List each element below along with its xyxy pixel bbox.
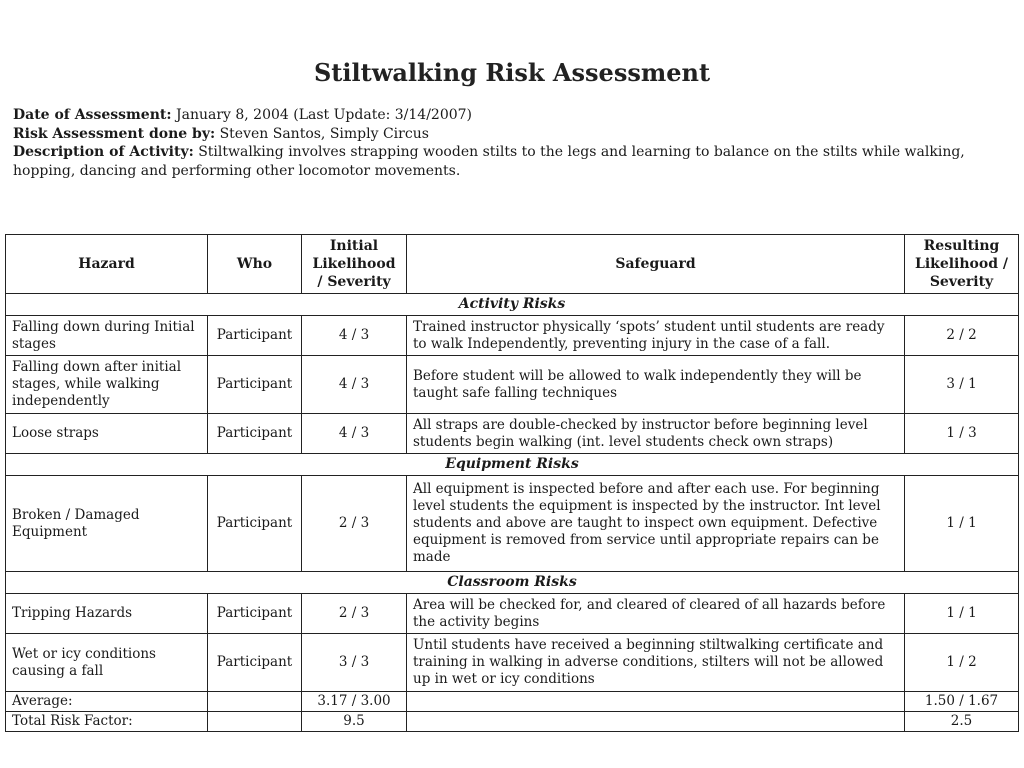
who-cell: Participant (208, 356, 302, 414)
safeguard-cell: Before student will be allowed to walk independently they will be taught safe falling techniques (407, 356, 905, 414)
section-row (6, 572, 1019, 594)
average-label: Average: (6, 692, 208, 712)
risk-table (5, 234, 1019, 732)
safeguard-cell: All straps are double-checked by instructor before beginning level students begin walking (int. level students check own straps) (407, 414, 905, 454)
header-who: Who (208, 235, 302, 294)
safeguard-cell: All equipment is inspected before and after each use. For beginning level students the equipment is inspected by the instructor. Int level students and above are taught to inspect own equipment. Defective equipment is removed from service until appropriate repairs can be made (407, 476, 905, 572)
author-value: Steven Santos, Simply Circus (215, 125, 429, 142)
section-title: Activity Risks (6, 294, 1019, 316)
safeguard-cell: Area will be checked for, and cleared of cleared of all hazards before the activity begins (407, 594, 905, 634)
table-row (6, 356, 1019, 414)
average-initial: 3.17 / 3.00 (302, 692, 407, 712)
resulting-rating-cell: 1 / 1 (905, 476, 1019, 572)
hazard-cell: Falling down after initial stages, while walking independently (6, 356, 208, 414)
who-cell: Participant (208, 414, 302, 454)
total-who (208, 712, 302, 732)
initial-rating-cell: 4 / 3 (302, 356, 407, 414)
who-cell: Participant (208, 594, 302, 634)
hazard-cell: Loose straps (6, 414, 208, 454)
description-value: Stiltwalking involves strapping wooden stilts to the legs and learning to balance on the stilts while walking, hopping, dancing and performing other locomotor movements. (13, 144, 965, 179)
resulting-rating-cell: 3 / 1 (905, 356, 1019, 414)
average-resulting: 1.50 / 1.67 (905, 692, 1019, 712)
resulting-rating-cell: 1 / 2 (905, 634, 1019, 692)
header-row (6, 235, 1019, 294)
hazard-cell: Wet or icy conditions causing a fall (6, 634, 208, 692)
who-cell: Participant (208, 634, 302, 692)
average-who (208, 692, 302, 712)
hazard-cell: Broken / Damaged Equipment (6, 476, 208, 572)
date-label: Date of Assessment: (13, 107, 172, 123)
table-row (6, 414, 1019, 454)
hazard-cell: Tripping Hazards (6, 594, 208, 634)
section-row (6, 294, 1019, 316)
average-safeguard (407, 692, 905, 712)
table-row (6, 316, 1019, 356)
initial-rating-cell: 4 / 3 (302, 316, 407, 356)
date-value: January 8, 2004 (Last Update: 3/14/2007) (171, 107, 473, 123)
hazard-cell: Falling down during Initial stages (6, 316, 208, 356)
table-row (6, 634, 1019, 692)
resulting-rating-cell: 1 / 3 (905, 414, 1019, 454)
resulting-rating-cell: 2 / 2 (905, 316, 1019, 356)
initial-rating-cell: 2 / 3 (302, 594, 407, 634)
section-title: Equipment Risks (6, 454, 1019, 476)
who-cell: Participant (208, 476, 302, 572)
page-title: Stiltwalking Risk Assessment (313, 58, 711, 87)
table-row (6, 594, 1019, 634)
initial-rating-cell: 2 / 3 (302, 476, 407, 572)
total-safeguard (407, 712, 905, 732)
total-initial: 9.5 (302, 712, 407, 732)
author-line (13, 125, 973, 144)
section-title: Classroom Risks (6, 572, 1019, 594)
total-row (6, 712, 1019, 732)
header-resulting: Resulting Likelihood / Severity (905, 235, 1019, 294)
who-cell: Participant (208, 316, 302, 356)
initial-rating-cell: 4 / 3 (302, 414, 407, 454)
description-label: Description of Activity: (13, 144, 194, 160)
resulting-rating-cell: 1 / 1 (905, 594, 1019, 634)
total-resulting: 2.5 (905, 712, 1019, 732)
date-line (13, 106, 973, 125)
header-safeguard: Safeguard (407, 235, 905, 294)
total-label: Total Risk Factor: (6, 712, 208, 732)
safeguard-cell: Until students have received a beginning stiltwalking certificate and training in walking in adverse conditions, stilters will not be allowed up in wet or icy conditions (407, 634, 905, 692)
average-row (6, 692, 1019, 712)
author-label: Risk Assessment done by: (13, 125, 216, 142)
header-initial: Initial Likelihood / Severity (302, 235, 407, 294)
safeguard-cell: Trained instructor physically ‘spots’ student until students are ready to walk Independently, preventing injury in the case of a fall. (407, 316, 905, 356)
risk-table-body (6, 294, 1019, 692)
assessment-info (13, 106, 973, 180)
initial-rating-cell: 3 / 3 (302, 634, 407, 692)
section-row (6, 454, 1019, 476)
table-row (6, 476, 1019, 572)
description-line (13, 143, 973, 180)
header-hazard: Hazard (6, 235, 208, 294)
